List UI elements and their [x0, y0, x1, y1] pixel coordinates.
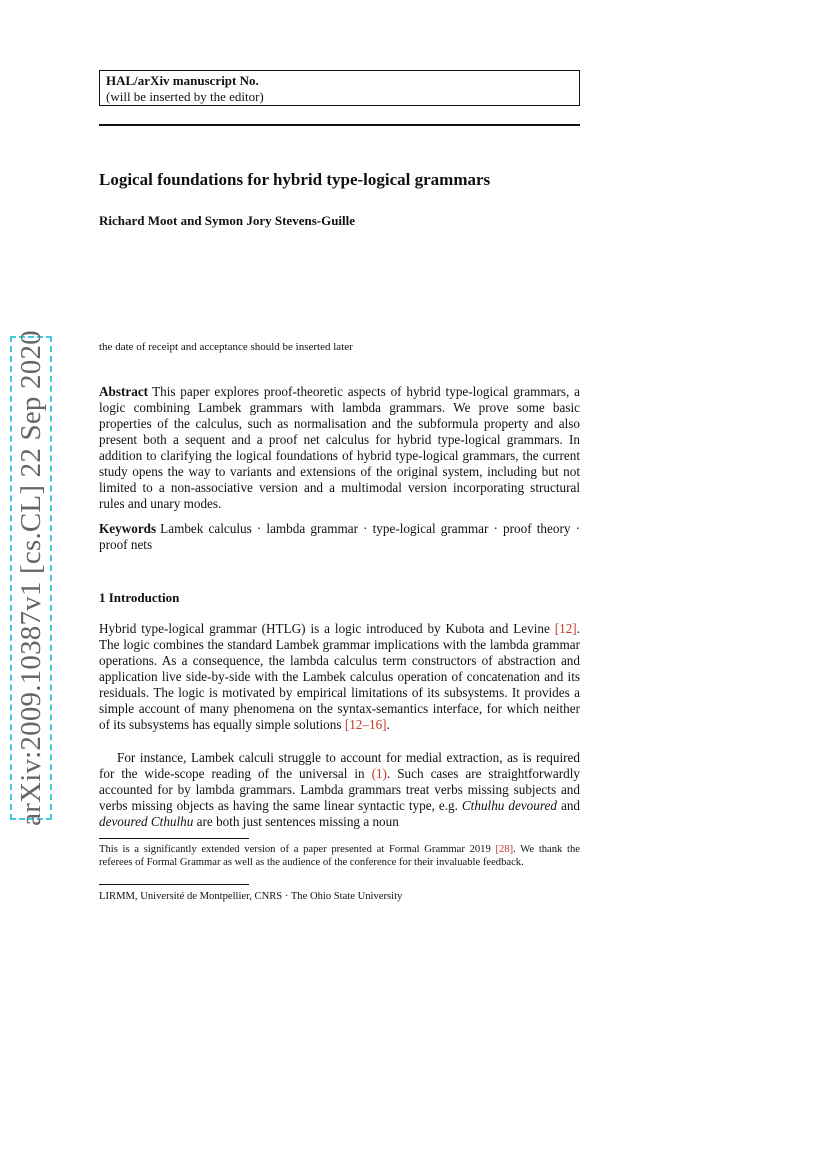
intro-paragraph-1 — [99, 621, 580, 733]
intro2-italic-1: Cthulhu devoured — [461, 798, 557, 813]
footnote-rule — [99, 838, 249, 839]
intro2-italic-2: devoured Cthulhu — [99, 814, 194, 829]
footnote-text-a: This is a significantly extended version of a paper presented at Formal Grammar 2019 — [99, 844, 496, 855]
abstract — [99, 384, 580, 512]
manuscript-number: HAL/arXiv manuscript No. — [106, 73, 259, 88]
paper-authors: Richard Moot and Symon Jory Stevens-Guille — [99, 213, 356, 228]
manuscript-box — [99, 70, 580, 106]
citation-link[interactable]: [28] — [495, 844, 514, 855]
citation-link[interactable]: [12–16] — [344, 717, 387, 732]
intro2-text-m: and — [556, 798, 581, 813]
received-note: the date of receipt and acceptance should be inserted later — [99, 341, 353, 353]
keywords — [99, 521, 580, 553]
footnote — [99, 843, 580, 869]
paper-title: Logical foundations for hybrid type-logical grammars — [99, 170, 491, 189]
keywords-text: Lambek calculus · lambda grammar · type-logical grammar · proof theory · proof nets — [99, 521, 580, 552]
arxiv-stamp-container — [10, 330, 52, 826]
abstract-label: Abstract — [99, 384, 149, 399]
example-link[interactable]: (1) — [371, 766, 387, 781]
manuscript-note: (will be inserted by the editor) — [106, 89, 264, 104]
intro2-text-b: . Such cases are straightforwardly accounted for by lambda grammars. Lambda grammars treat verbs missing subjects and verbs missing objects as having the same linear syntactic type, e.g. — [99, 766, 580, 813]
header-rule — [99, 124, 580, 126]
intro2-text-a: For instance, Lambek calculi struggle to account for medial extraction, as is required for the wide-scope reading of the universal in — [99, 750, 580, 781]
citation-link[interactable]: [12] — [554, 621, 577, 636]
section-heading: 1 Introduction — [99, 590, 180, 605]
intro1-text-d: . — [386, 717, 390, 732]
keywords-label: Keywords — [99, 521, 157, 536]
footnote-text-b: . We thank the referees of Formal Grammar as well as the audience of the conference for their invaluable feedback. — [99, 844, 580, 868]
affiliation: LIRMM, Université de Montpellier, CNRS · The Ohio State University — [99, 891, 403, 902]
abstract-text: This paper explores proof-theoretic aspects of hybrid type-logical grammars, a logic combining Lambek grammars with lambda grammars. We prove some basic properties of the calculus, such as normalisation and the subformula property and also present both a sequent and a proof net calculus for hybrid type-logical grammars. In addition to clarifying the logical foundations of hybrid type-logical grammars, the current study opens the way to variants and extensions of the original system, including but not limited to a non-associative version and a multimodal version incorporating structural rules and unary modes. — [99, 384, 580, 511]
affiliation-rule — [99, 884, 249, 885]
intro1-text-a: Hybrid type-logical grammar (HTLG) is a logic introduced by Kubota and Levine — [99, 621, 555, 636]
intro2-text-e: are both just sentences missing a noun — [193, 814, 399, 829]
intro-paragraph-2 — [99, 750, 580, 830]
intro1-text-b: . The logic combines the standard Lambek grammar implications with the lambda grammar operations. As a consequence, the lambda calculus term constructors of abstraction and application live side-by-side with the Lambek calculus operation of concatenation and its residuals. The logic is motivated by empirical limitations of its subsystems. It provides a simple account of many phenomena on the syntax-semantics interface, for which neither of its subsystems has equally simple solutions — [99, 621, 580, 732]
arxiv-stamp[interactable]: arXiv:2009.10387v1 [cs.CL] 22 Sep 2020 — [10, 336, 52, 820]
